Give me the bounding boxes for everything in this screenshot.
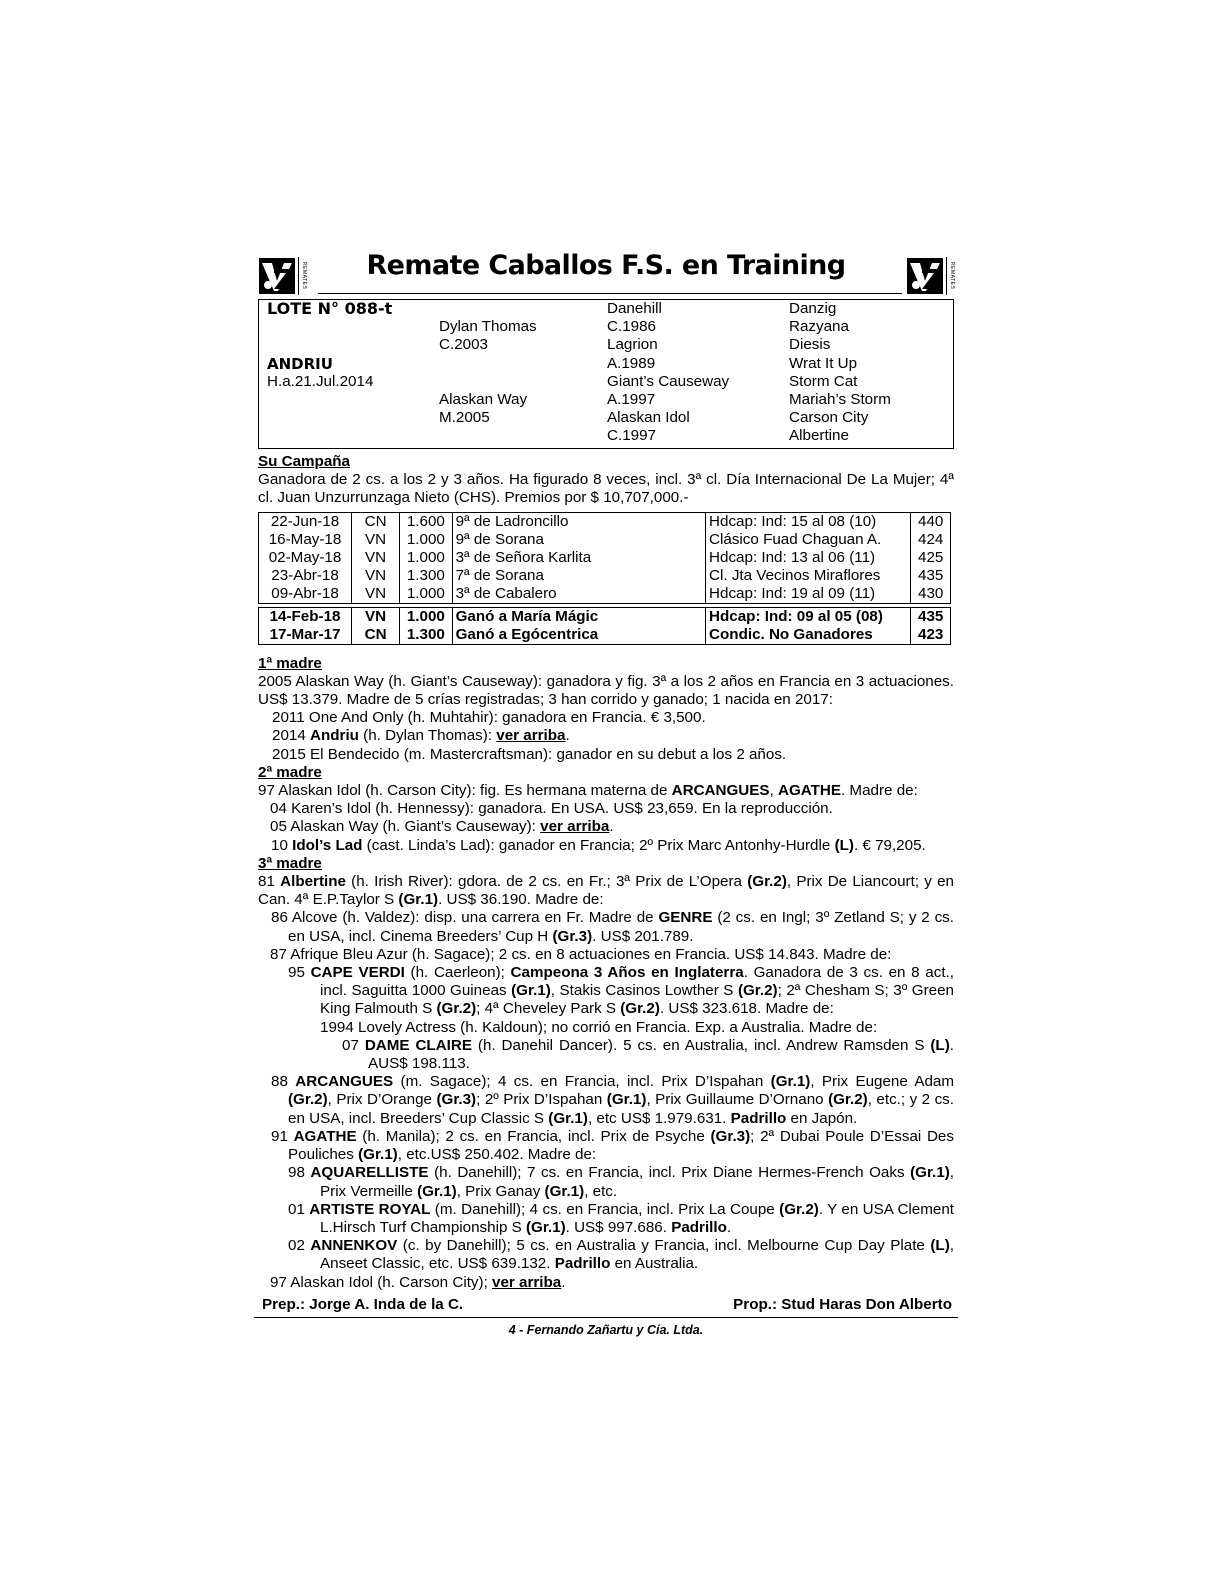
text-span: , Anseet Classic, etc. US$ 639.132. (320, 1237, 954, 1273)
grandparent-year: C.1986 (607, 318, 656, 335)
race-table (258, 512, 951, 604)
wins-table (258, 607, 951, 645)
text-span: Idol’s Lad (292, 836, 363, 854)
race-number: 430 (911, 585, 951, 604)
ver-arriba-link[interactable]: ver arriba (492, 1273, 562, 1291)
text-span: (2 cs. en Ingl; 3º Zetland S; y 2 cs. en USA, incl. Cinema Breeders’ Cup H (288, 909, 954, 945)
race-distance: 1.000 (400, 585, 452, 604)
race-track: VN (352, 567, 400, 585)
text-span: 98 (288, 1164, 311, 1182)
text-span: 2014 (272, 727, 311, 745)
offspring-line: 04 Karen’s Idol (h. Hennessy): ganadora. En USA. US$ 23,659. En la reproducción. (270, 800, 833, 818)
table-row (259, 512, 951, 531)
text-span: (L) (930, 1036, 950, 1054)
grandparent-year: A.1997 (607, 391, 656, 408)
text-span: 88 (271, 1073, 296, 1091)
offspring-line: 1994 Lovely Actress (h. Kaldoun); no corrió en Francia. Exp. a Australia. Madre de: (320, 1018, 878, 1036)
text-span: , Prix De Liancourt; y en Can. 4ª E.P.Taylor S (258, 873, 954, 909)
text-span: Padrillo (730, 1109, 787, 1127)
grandparent-name: Giant’s Causeway (607, 373, 730, 390)
page-header (258, 250, 955, 299)
table-row (259, 585, 951, 604)
race-name: Cl. Jta Vecinos Miraflores (706, 567, 911, 585)
text-span: . Y en USA Clement L.Hirsch Turf Championship S (320, 1200, 955, 1236)
race-result: 9ª de Sorana (452, 531, 705, 549)
text-span: (Gr.2) (779, 1200, 819, 1218)
text-span: ARCANGUES (671, 782, 770, 800)
text-span: . US$ 323.618. Madre de: (659, 1000, 834, 1018)
text-span: (L) (930, 1237, 950, 1255)
text-span: . US$ 201.789. (592, 927, 694, 945)
text-span: (Gr.2) (828, 1091, 868, 1109)
race-date: 17-Mar-17 (259, 626, 352, 645)
text-span: , etc.US$ 250.402. Madre de: (397, 1146, 597, 1164)
fz-monogram-icon (258, 257, 296, 295)
offspring-line (258, 1274, 954, 1292)
offspring-line (258, 1164, 954, 1200)
text-span: . (561, 1273, 566, 1291)
table-row (259, 531, 951, 549)
text-span: GENRE (658, 909, 713, 927)
text-span: . (726, 1218, 732, 1236)
race-distance: 1.300 (400, 626, 452, 645)
owner: Prop.: Stud Haras Don Alberto (733, 1295, 952, 1313)
page-title: Remate Caballos F.S. en Training (366, 250, 846, 281)
text-span: , Prix Vermeille (320, 1164, 954, 1200)
offspring-line (258, 837, 954, 855)
catalog-page (258, 250, 955, 1339)
race-name: Hdcap: Ind: 15 al 08 (10) (706, 512, 911, 531)
text-span: (h. Dylan Thomas): (358, 727, 497, 745)
text-span: 07 (342, 1036, 365, 1054)
table-row (259, 626, 951, 645)
text-span: . US$ 36.190. Madre de: (438, 891, 604, 909)
second-dam-intro (258, 782, 954, 800)
text-span: (c. by Danehill); 5 cs. en Australia y Francia, incl. Melbourne Cup Day Plate (397, 1237, 931, 1255)
text-span: , etc US$ 1.979.631. (587, 1109, 731, 1127)
text-span: (Gr.1) (544, 1182, 585, 1200)
race-number: 425 (911, 549, 951, 567)
text-span: , (769, 782, 778, 800)
text-span: , Prix Ganay (456, 1182, 545, 1200)
race-distance: 1.000 (400, 531, 452, 549)
text-span: (Gr.1) (417, 1182, 457, 1200)
footer-divider (254, 1317, 958, 1318)
great-grandparent-name: Diesis (789, 336, 831, 353)
text-span: ; 2ª Dubai Poule D’Essai Des Pouliches (288, 1127, 954, 1164)
great-grandparent-name: Mariah’s Storm (789, 391, 891, 408)
text-span: (Gr.2) (620, 1000, 660, 1018)
race-distance: 1.000 (400, 607, 452, 626)
offspring-line (258, 964, 954, 1019)
lot-number: LOTE N° 088-t (267, 299, 393, 318)
race-number: 423 (911, 626, 951, 645)
pedigree-box (258, 299, 954, 449)
text-span: ; 2ª Chesham S; 3º Green King Falmouth S (320, 982, 954, 1018)
text-span: , Prix D’Orange (327, 1091, 437, 1109)
grandparent-year: A.1989 (607, 355, 656, 372)
text-span: (Gr.1) (910, 1164, 950, 1182)
great-grandparent-name: Carson City (789, 409, 869, 426)
text-span: 05 Alaskan Way (h. Giant’s Causeway): (270, 818, 541, 836)
campaign-text: Ganadora de 2 cs. a los 2 y 3 años. Ha figurado 8 veces, incl. 3ª cl. Día Internacional De La Mujer; 4ª cl. Juan Unzurrunzaga Nieto (CHS). Premios por $ 10,707,000.- (258, 471, 954, 507)
text-span: ; 2º Prix D’Ispahan (476, 1091, 607, 1109)
offspring-line: 2015 El Bendecido (m. Mastercraftsman): ganador en su debut a los 2 años. (272, 745, 787, 763)
ver-arriba-link[interactable]: ver arriba (540, 818, 610, 836)
offspring-line (258, 727, 954, 745)
text-span: . US$ 997.686. (565, 1218, 672, 1236)
text-span: (Gr.1) (525, 1218, 566, 1236)
race-track: VN (352, 585, 400, 604)
text-span: (Gr.1) (511, 982, 551, 1000)
fz-monogram-logo (258, 255, 306, 297)
fz-monogram-logo (906, 255, 954, 297)
grandparent-name: Danehill (607, 300, 662, 317)
text-span: Albertine (280, 873, 346, 891)
sire-year: C.2003 (439, 336, 488, 353)
text-span: ARTISTE ROYAL (309, 1200, 431, 1218)
text-span: . (609, 818, 614, 836)
horse-name: ANDRIU (267, 355, 333, 373)
horse-birth: H.a.21.Jul.2014 (267, 373, 374, 390)
text-span: . (565, 727, 570, 745)
offspring-line (258, 1128, 954, 1164)
text-span: , Stakis Casinos Lowther S (550, 982, 738, 1000)
grandparent-name: Lagrion (607, 336, 658, 353)
great-grandparent-name: Razyana (789, 318, 849, 335)
text-span: en Australia. (610, 1255, 699, 1273)
logo-side-text: REMATES (946, 257, 955, 295)
campaign-heading: Su Campaña (258, 453, 350, 470)
dam-year: M.2005 (439, 409, 490, 426)
preparer: Prep.: Jorge A. Inda de la C. (262, 1295, 464, 1313)
text-span: (Gr.2) (747, 873, 787, 891)
text-span: (Gr.2) (288, 1091, 328, 1109)
text-span: (h. Caerleon); (404, 964, 511, 982)
text-span: en Japón. (786, 1109, 858, 1127)
text-span: Padrillo (671, 1218, 727, 1236)
race-distance: 1.000 (400, 549, 452, 567)
text-span: . Ganadora de 3 cs. en 8 act., incl. Saguitta 1000 Guineas (320, 964, 954, 1000)
text-span: (Gr.2) (436, 1000, 477, 1018)
text-span: (Gr.1) (770, 1073, 811, 1091)
footer-props (258, 1296, 954, 1314)
text-span: . AUS$ 198.113. (368, 1036, 955, 1073)
race-result: 3ª de Cabalero (452, 585, 705, 604)
sire-name: Dylan Thomas (439, 318, 537, 335)
text-span: , etc. (584, 1182, 618, 1200)
text-span: (Gr.2) (737, 982, 778, 1000)
campaign-section (258, 453, 954, 508)
text-span: (Gr.1) (548, 1109, 588, 1127)
offspring-line (258, 1037, 954, 1073)
text-span: 91 (271, 1127, 294, 1145)
text-span: (Gr.1) (606, 1091, 647, 1109)
race-result: Ganó a Egócentrica (452, 626, 705, 645)
third-dam-heading: 3ª madre (258, 854, 322, 872)
text-span: . Madre de: (840, 782, 918, 800)
text-span: Campeona 3 Años en Inglaterra (510, 964, 744, 982)
offspring-line (258, 1201, 954, 1237)
text-span: , etc.; y 2 cs. en USA, incl. Breeders’ Cup Classic S (288, 1091, 954, 1127)
text-span: 97 Alaskan Idol (h. Carson City): fig. Es hermana materna de (258, 782, 672, 800)
table-row (259, 549, 951, 567)
text-span: (cast. Linda’s Lad): ganador en Francia; 2º Prix Marc Antonhy-Hurdle (362, 836, 835, 854)
race-number: 435 (911, 567, 951, 585)
text-span: (h. Danehil Dancer). 5 cs. en Australia, incl. Andrew Ramsden S (471, 1036, 931, 1054)
race-name: Clásico Fuad Chaguan A. (706, 531, 911, 549)
race-result: Ganó a María Mágic (452, 607, 705, 626)
text-span: (Gr.1) (358, 1146, 398, 1164)
race-name: Hdcap: Ind: 09 al 05 (08) (706, 607, 911, 626)
race-track: CN (352, 512, 400, 531)
race-name: Hdcap: Ind: 13 al 06 (11) (706, 549, 911, 567)
third-dam-section (258, 855, 954, 1292)
fz-monogram-icon (906, 257, 944, 295)
text-span: (m. Sagace); 4 cs. en Francia, incl. Prix D’Ispahan (393, 1073, 771, 1091)
logo-side-text: REMATES (298, 257, 307, 295)
third-dam-intro (258, 873, 954, 909)
offspring-line: 2011 One And Only (h. Muhtahir): ganadora en Francia. € 3,500. (272, 709, 706, 727)
text-span: 97 Alaskan Idol (h. Carson City); (270, 1273, 493, 1291)
second-dam-heading: 2ª madre (258, 763, 322, 781)
race-number: 424 (911, 531, 951, 549)
text-span: Andriu (310, 727, 359, 745)
race-distance: 1.300 (400, 567, 452, 585)
title-underline (318, 293, 902, 294)
text-span: 86 Alcove (h. Valdez): disp. una carrera en Fr. Madre de (271, 909, 659, 927)
great-grandparent-name: Storm Cat (789, 373, 858, 390)
race-date: 14-Feb-18 (259, 607, 352, 626)
race-result: 3ª de Señora Karlita (452, 549, 705, 567)
race-date: 23-Abr-18 (259, 567, 352, 585)
first-dam-heading: 1ª madre (258, 654, 322, 672)
race-name: Condic. No Ganadores (706, 626, 911, 645)
text-span: 02 (288, 1237, 311, 1255)
text-span: , Prix Eugene Adam (810, 1073, 955, 1091)
text-span: (h. Irish River): gdora. de 2 cs. en Fr.; 3ª Prix de L’Opera (345, 873, 748, 891)
text-span: 10 (271, 836, 293, 854)
text-span: ANNENKOV (310, 1237, 398, 1255)
text-span: (L) (834, 836, 854, 854)
race-track: VN (352, 531, 400, 549)
race-result: 7ª de Sorana (452, 567, 705, 585)
race-date: 16-May-18 (259, 531, 352, 549)
text-span: (Gr.3) (710, 1127, 751, 1145)
race-date: 22-Jun-18 (259, 512, 352, 531)
text-span: Padrillo (554, 1255, 611, 1273)
text-span: CAPE VERDI (310, 964, 405, 982)
dam-name: Alaskan Way (439, 391, 528, 408)
race-track: VN (352, 549, 400, 567)
text-span: 81 (258, 873, 281, 891)
race-track: VN (352, 607, 400, 626)
race-track: CN (352, 626, 400, 645)
text-span: (m. Danehill); 4 cs. en Francia, incl. Prix La Coupe (430, 1200, 780, 1218)
text-span: 01 (288, 1200, 310, 1218)
text-span: AGATHE (293, 1127, 357, 1145)
text-span: (h. Manila); 2 cs. en Francia, incl. Prix de Psyche (356, 1127, 711, 1145)
offspring-line (258, 1237, 954, 1273)
race-date: 09-Abr-18 (259, 585, 352, 604)
grandparent-name: Alaskan Idol (607, 409, 690, 426)
table-row (259, 607, 951, 626)
race-name: Hdcap: Ind: 19 al 09 (11) (706, 585, 911, 604)
text-span: (Gr.3) (552, 927, 593, 945)
text-span: (Gr.3) (436, 1091, 477, 1109)
first-dam-section (258, 655, 954, 764)
race-result: 9ª de Ladroncillo (452, 512, 705, 531)
text-span: (Gr.1) (398, 891, 439, 909)
table-row (259, 567, 951, 585)
ver-arriba-link[interactable]: ver arriba (496, 727, 566, 745)
text-span: ; 4ª Cheveley Park S (476, 1000, 621, 1018)
second-dam-section (258, 764, 954, 855)
page-footer: 4 - Fernando Zañartu y Cía. Ltda. (508, 1322, 704, 1337)
offspring-line (258, 818, 954, 836)
text-span: . € 79,205. (853, 836, 926, 854)
great-grandparent-name: Danzig (789, 300, 837, 317)
race-distance: 1.600 (400, 512, 452, 531)
text-span: DAME CLAIRE (364, 1036, 472, 1054)
first-dam-intro: 2005 Alaskan Way (h. Giant’s Causeway): ganadora y fig. 3ª a los 2 años en Francia en 3 actuaciones. US$ 13.379. Madre de 5 crías registradas; 3 han corrido y ganado; 1 nacida en 2017: (258, 672, 954, 709)
offspring-line (258, 909, 954, 945)
text-span: AQUARELLISTE (310, 1164, 429, 1182)
great-grandparent-name: Albertine (789, 427, 849, 444)
grandparent-year: C.1997 (607, 427, 656, 444)
text-span: 95 (288, 964, 311, 982)
race-number: 435 (911, 607, 951, 626)
offspring-line: 87 Afrique Bleu Azur (h. Sagace); 2 cs. en 8 actuaciones en Francia. US$ 14.843. Madre de: (270, 945, 892, 963)
text-span: ARCANGUES (295, 1073, 394, 1091)
text-span: , Prix Guillaume D’Ornano (646, 1091, 829, 1109)
great-grandparent-name: Wrat It Up (789, 355, 858, 372)
race-date: 02-May-18 (259, 549, 352, 567)
text-span: (h. Danehill); 7 cs. en Francia, incl. Prix Diane Hermes-French Oaks (428, 1164, 911, 1182)
race-number: 440 (911, 512, 951, 531)
text-span: AGATHE (777, 782, 841, 800)
offspring-line (258, 1073, 954, 1128)
